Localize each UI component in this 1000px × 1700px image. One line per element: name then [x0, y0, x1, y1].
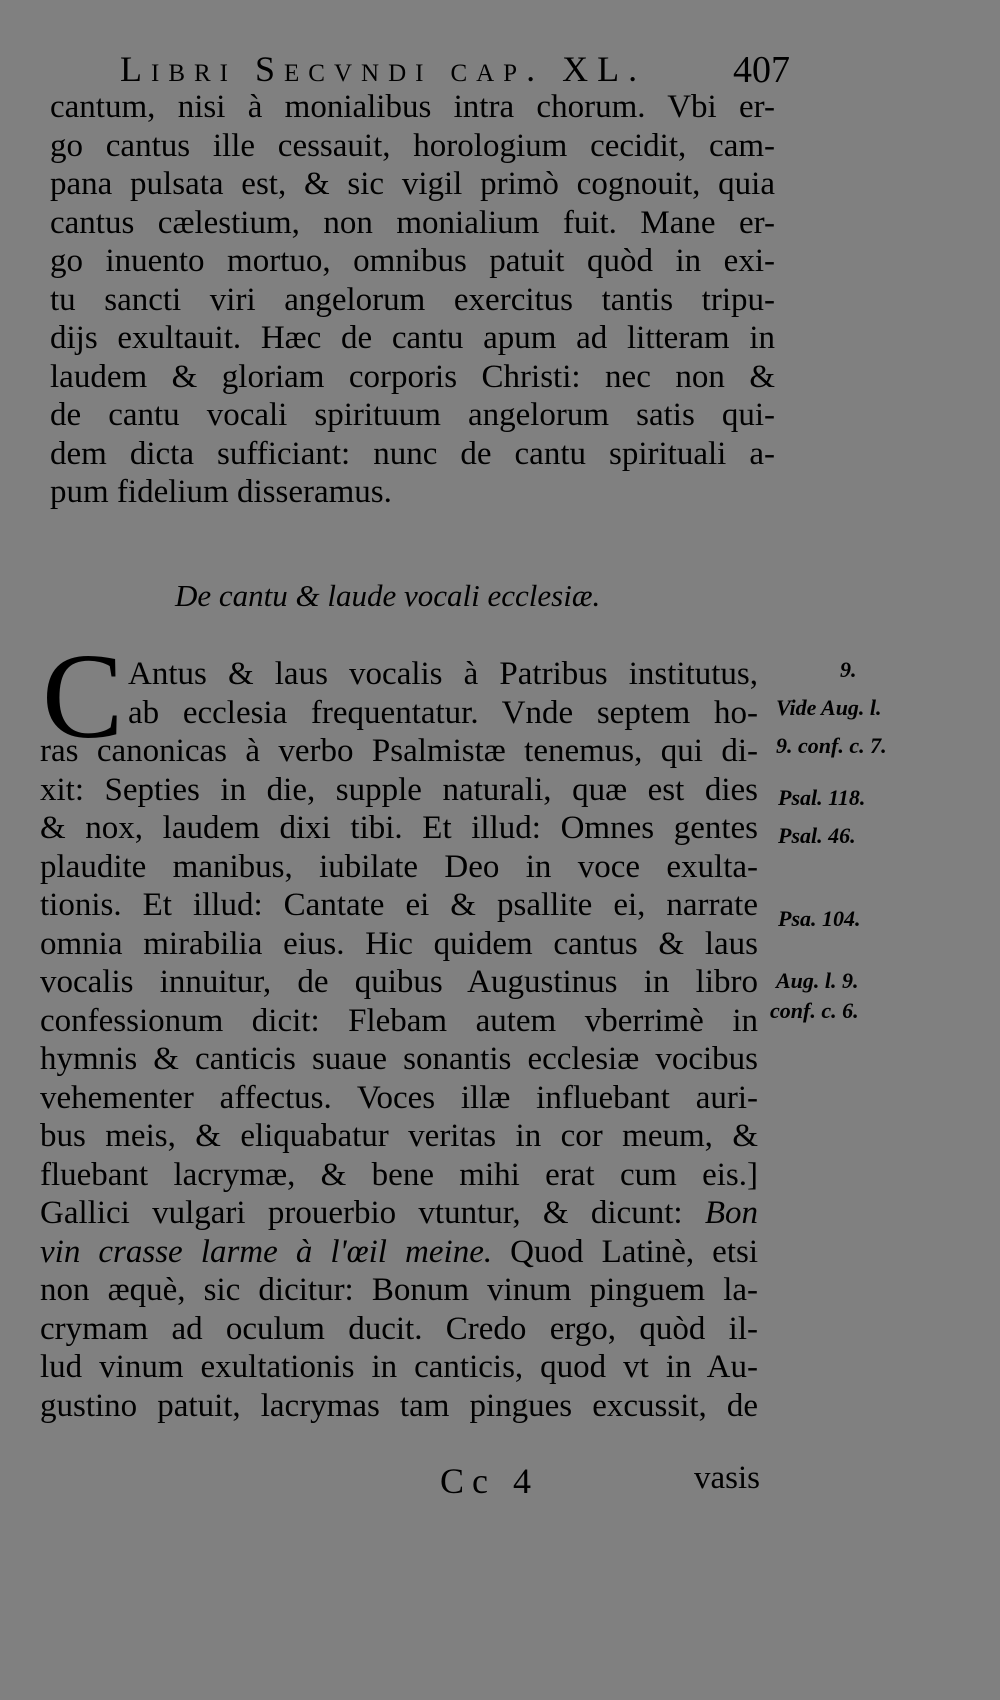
text-line: ras canonicas à verbo Psalmistæ tenemus, qui di-: [40, 733, 758, 769]
text-line: tu sancti viri angelorum exercitus tantis tripu-: [50, 281, 775, 318]
text-line-mixed: [40, 1233, 758, 1272]
margin-note: Vide Aug. l.: [776, 695, 882, 720]
margin-note: Psa. 104.: [778, 906, 861, 931]
text-line: vehementer affectus. Voces illæ influebant auri-: [40, 1079, 758, 1116]
text-block-top: [50, 88, 775, 512]
text-line: pana pulsata est, & sic vigil primò cognouit, quia: [50, 166, 775, 202]
text-line: go cantus ille cessauit, horologium cecidit, cam-: [50, 127, 775, 164]
text-segment: Quod Latinè, etsi: [510, 1233, 759, 1270]
text-line: bus meis, & eliquabatur veritas in cor meum, &: [40, 1118, 758, 1154]
text-line: gustino patuit, lacrymas tam pingues excussit, de: [40, 1387, 758, 1424]
page-number: 407: [733, 49, 790, 91]
text-line: confessionum dicit: Flebam autem vberrimè in: [40, 1002, 758, 1039]
text-line: & nox, laudem dixi tibi. Et illud: Omnes gentes: [40, 810, 758, 846]
text-line: hymnis & canticis suaue sonantis ecclesiæ vocibus: [40, 1041, 758, 1077]
text-block-main: [40, 655, 758, 1425]
margin-note: Aug. l. 9.: [776, 968, 859, 993]
text-segment-italic: Bon: [704, 1195, 758, 1231]
signature-mark: Cc 4: [440, 1461, 539, 1501]
margin-note: Psal. 46.: [778, 823, 856, 848]
drop-capital: C: [42, 652, 124, 742]
text-line: vocalis innuitur, de quibus Augustinus in libro: [40, 964, 758, 1000]
text-line: cantus cælestium, non monialium fuit. Mane er-: [50, 204, 775, 241]
text-line: laudem & gloriam corporis Christi: nec non &: [50, 358, 775, 395]
text-line: omnia mirabilia eius. Hic quidem cantus & laus: [40, 925, 758, 962]
text-line: non æquè, sic dicitur: Bonum vinum pinguem la-: [40, 1272, 758, 1308]
text-line: dijs exultauit. Hæc de cantu apum ad litteram in: [50, 320, 775, 356]
text-line: lud vinum exultationis in canticis, quod vt in Au-: [40, 1349, 758, 1385]
text-line: go inuento mortuo, omnibus patuit quòd in exi-: [50, 243, 775, 279]
text-line: fluebant lacrymæ, & bene mihi erat cum eis.]: [40, 1156, 758, 1193]
text-line: tionis. Et illud: Cantate ei & psallite ei, narrate: [40, 887, 758, 923]
text-line: pum fidelium disseramus.: [50, 474, 392, 510]
text-line: cantum, nisi à monialibus intra chorum. Vbi er-: [50, 89, 775, 125]
text-line: de cantu vocali spirituum angelorum satis qui-: [50, 397, 775, 433]
margin-note: 9.: [840, 657, 857, 682]
catchword: vasis: [694, 1460, 760, 1496]
text-segment: Gallici vulgari prouerbio vtuntur, & dicunt:: [40, 1195, 683, 1231]
text-line: xit: Septies in die, supple naturali, quæ est dies: [40, 771, 758, 808]
text-line: crymam ad oculum ducit. Credo ergo, quòd il-: [40, 1310, 758, 1347]
text-line: Antus & laus vocalis à Patribus institutus,: [128, 656, 758, 692]
text-line: plaudite manibus, iubilate Deo in voce exulta-: [40, 848, 758, 885]
text-segment-italic: vin crasse larme à l'œil meine.: [40, 1233, 493, 1270]
running-head: Libri Secvndi cap. XL.: [120, 49, 647, 89]
margin-note: 9. conf. c. 7.: [776, 733, 887, 758]
margin-note: conf. c. 6.: [770, 998, 859, 1023]
text-line: ab ecclesia frequentatur. Vnde septem ho-: [128, 694, 758, 731]
page-footer: [440, 1460, 760, 1500]
margin-note: Psal. 118.: [778, 785, 866, 810]
section-heading: De cantu & laude vocali ecclesiæ.: [175, 578, 601, 613]
text-line: dem dicta sufficiant: nunc de cantu spirituali a-: [50, 435, 775, 472]
text-line-mixed: [40, 1194, 758, 1233]
